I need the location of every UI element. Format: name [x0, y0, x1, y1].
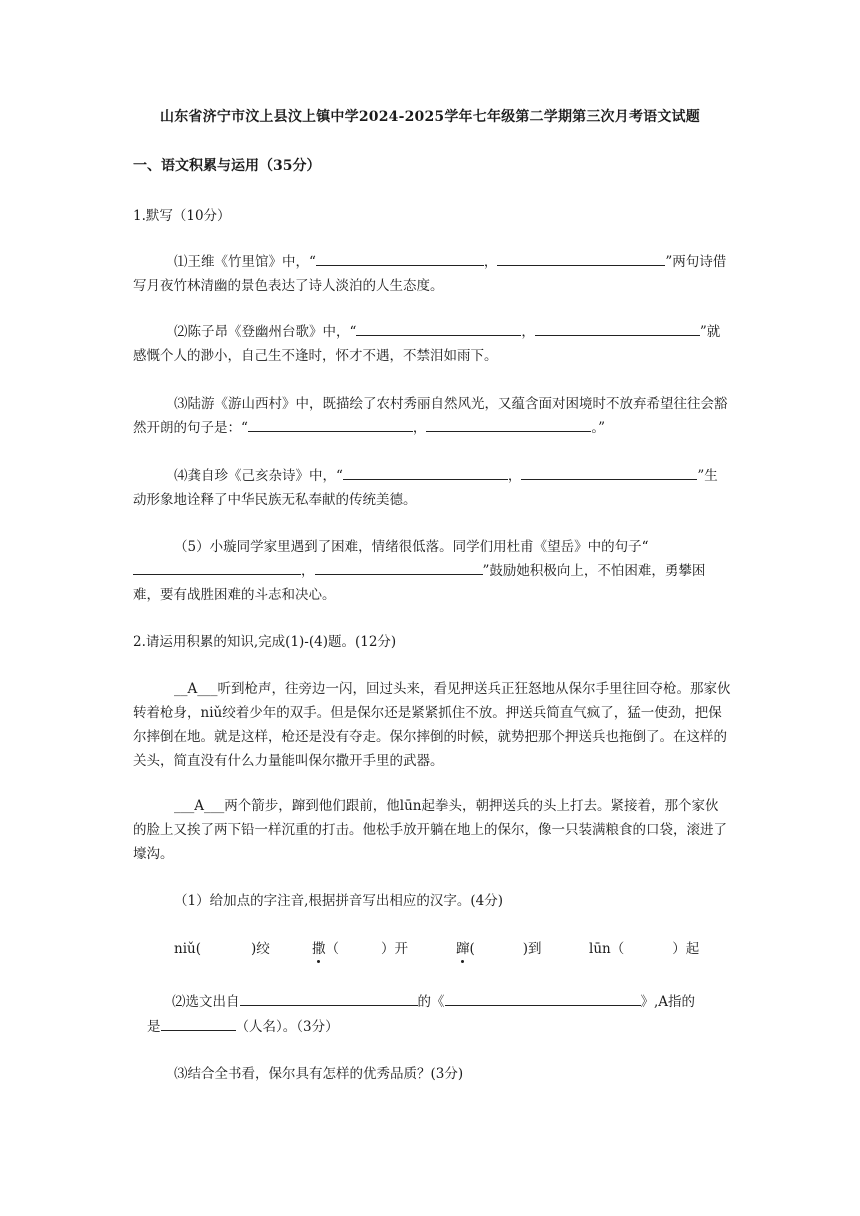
fill-item-2: [133, 320, 731, 368]
dotted-character: 撒: [312, 941, 326, 957]
fill-item-5: [133, 535, 731, 607]
section-heading: 一、语文积累与运用（35分）: [133, 158, 321, 174]
fill-item-1: [133, 250, 731, 298]
pinyin-item-1: [174, 937, 270, 957]
fill-item-text: ，: [301, 563, 315, 579]
answer-blank[interactable]: [315, 559, 483, 575]
answer-blank[interactable]: [426, 416, 591, 432]
page-title: 山东省济宁市汶上县汶上镇中学2024-2025学年七年级第二学期第三次月考语文试题: [160, 109, 700, 125]
question-2-heading: 2.请运用积累的知识,完成(1)-(4)题。(12分): [133, 634, 397, 650]
answer-blank[interactable]: [445, 990, 641, 1006]
passage-paragraph-1: __A___听到枪声，往旁边一闪，回过头来，看见押送兵正狂怒地从保尔手里往回夺枪。那家伙转着枪身，niǔ绞着少年的双手。但是保尔还是紧紧抓住不放。押送兵简直气疯了，猛一使劲，把保尔摔倒在地。就是这样，枪还是没有夺走。保尔摔倒的时候，就势把那个押送兵也拖倒了。在这样的关头，简直没有什么力量能叫保尔撒开手里的武器。: [133, 681, 731, 769]
answer-blank[interactable]: [535, 320, 700, 336]
answer-blank[interactable]: [248, 416, 413, 432]
answer-blank[interactable]: [497, 250, 665, 266]
pinyin-text: lūn（: [589, 941, 625, 957]
sub-question-1: （1）给加点的字注音,根据拼音写出相应的汉字。(4分): [174, 893, 504, 909]
answer-blank[interactable]: [240, 990, 418, 1006]
pinyin-text: )绞: [250, 941, 270, 957]
answer-blank[interactable]: [316, 250, 484, 266]
pinyin-text: ）起: [672, 941, 700, 957]
sub-question-2-line-2: [147, 1015, 339, 1035]
fill-item-text: ，: [521, 324, 535, 340]
pinyin-item-2: [312, 937, 408, 957]
fill-item-text: ”生动形象地诠释了中华民族无私奉献的传统美德。: [133, 468, 718, 508]
fill-item-4: [133, 464, 731, 512]
fill-item-text: ⑶陆游《游山西村》中，既描绘了农村秀丽自然风光，又蕴含面对困境时不放弃希望往往会豁然开朗的句子是：“: [133, 396, 728, 436]
sub-question-text: 是: [147, 1019, 161, 1035]
fill-item-text: ，: [507, 468, 522, 484]
sub-question-text: 》,A指的: [640, 994, 696, 1010]
fill-item-text: ”两句诗借写月夜竹林清幽的景色表达了诗人淡泊的人生态度。: [133, 254, 727, 294]
fill-item-text: ⑴王维《竹里馆》中，“: [174, 254, 316, 270]
fill-item-text: ，: [483, 254, 498, 270]
dotted-character: 蹿: [456, 941, 470, 957]
fill-item-text: ⑷龚自珍《己亥杂诗》中，“: [174, 468, 343, 484]
fill-item-text: （5）小璇同学家里遇到了困难，情绪很低落。同学们用杜甫《望岳》中的句子“: [174, 539, 649, 555]
answer-blank[interactable]: [343, 464, 508, 480]
answer-blank[interactable]: [521, 464, 697, 480]
fill-item-text: 。”: [591, 420, 606, 436]
passage-paragraph-2: ___A___两个箭步，蹿到他们跟前，他lūn起拳头，朝押送兵的头上打去。紧接着，那个家伙的脸上又挨了两下铅一样沉重的打击。他松手放开躺在地上的保尔，像一只装满粮食的口袋，滚进了壕沟。: [133, 798, 727, 862]
sub-question-2-line-1: [172, 990, 695, 1010]
sub-question-text: ⑵选文出自: [172, 994, 240, 1010]
fill-item-text: ”鼓励她积极向上，不怕困难，勇攀困难，要有战胜困难的斗志和决心。: [133, 563, 706, 603]
sub-question-text: 的《: [417, 994, 445, 1010]
pinyin-text: ）开: [381, 941, 408, 957]
pinyin-item-4: [589, 937, 699, 957]
answer-blank[interactable]: [161, 1015, 236, 1031]
sub-question-3: ⑶结合全书看，保尔具有怎样的优秀品质？(3分): [174, 1066, 464, 1082]
answer-blank[interactable]: [133, 559, 301, 575]
pinyin-item-3: [456, 937, 542, 957]
fill-item-3: [133, 392, 731, 440]
pinyin-text: （: [325, 941, 339, 957]
pinyin-text: (: [469, 941, 475, 957]
sub-question-text: （人名）。（3分）: [235, 1019, 339, 1035]
fill-item-text: ”就感慨个人的渺小，自己生不逢时，怀才不遇，不禁泪如雨下。: [133, 324, 721, 364]
fill-item-text: ，: [412, 420, 427, 436]
pinyin-text: )到: [522, 941, 542, 957]
pinyin-text: niǔ(: [174, 941, 201, 957]
fill-item-text: ⑵陈子昂《登幽州台歌》中，“: [174, 324, 357, 340]
answer-blank[interactable]: [356, 320, 521, 336]
question-1-heading: 1.默写（10分）: [133, 208, 231, 224]
